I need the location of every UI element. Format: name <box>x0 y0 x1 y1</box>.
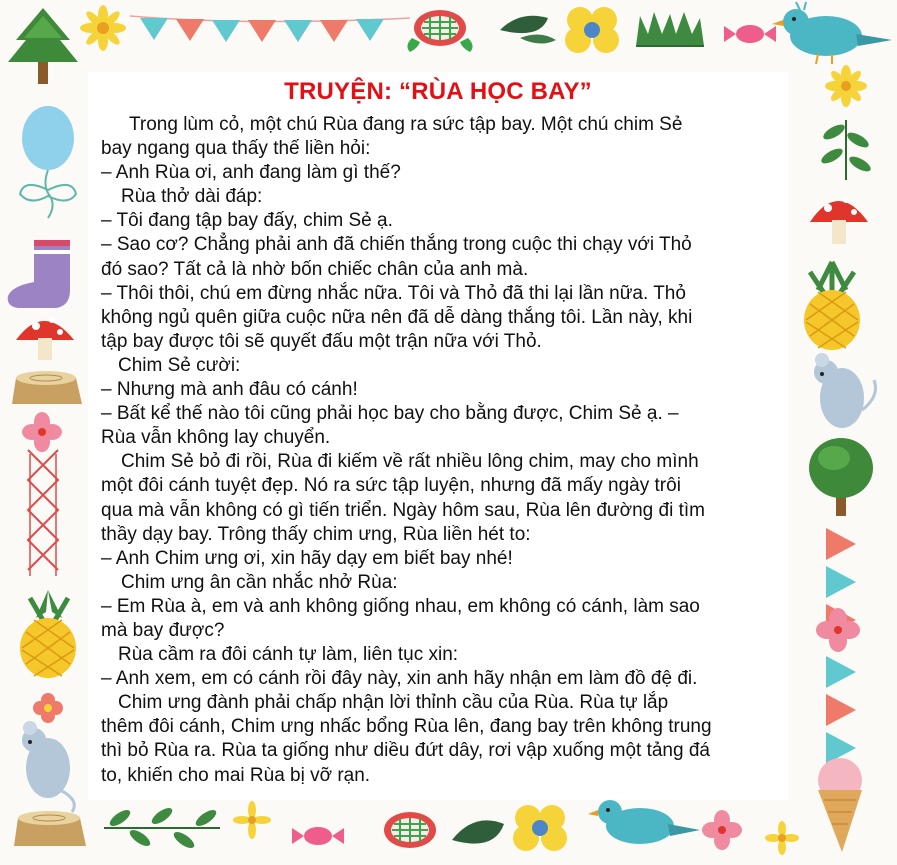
story-line: Chim Sẻ cười: <box>118 354 241 376</box>
pineapple-icon <box>804 262 860 350</box>
bunting-flags-icon <box>130 16 410 42</box>
story-line: – Em Rùa à, em và anh không giống nhau, em không có cánh, làm sao <box>101 595 700 617</box>
leaf-branch-icon <box>500 16 556 44</box>
ice-cream-icon <box>818 758 862 852</box>
story-line: – Thôi thôi, chú em đừng nhắc nữa. Tôi và Thỏ đã thi lại lần nữa. Thỏ <box>101 282 686 304</box>
leaf-branch-icon <box>819 120 873 180</box>
story-line: bay ngang qua thấy thế liền hỏi: <box>101 138 371 160</box>
lattice-icon <box>28 450 58 576</box>
story-line: – Tôi đang tập bay đấy, chim Sẻ ạ. <box>101 210 393 232</box>
pineapple-icon <box>20 590 76 678</box>
sock-icon <box>8 240 70 308</box>
story-line: qua mà vẫn không có gì tiến triển. Ngày hôm sau, Rùa lên đường đi tìm <box>101 499 705 521</box>
story-line: – Bất kể thế nào tôi cũng phải học bay cho bằng được, Chim Sẻ ạ. – <box>101 403 679 425</box>
story-line: thầy dạy bay. Trông thấy chim ưng, Rùa liền hét to: <box>101 523 531 545</box>
story-line: – Anh Chim ưng ơi, xin hãy dạy em biết bay nhé! <box>101 547 513 569</box>
flower-icon <box>80 5 126 51</box>
story-line: – Anh xem, em có cánh rồi đây này, xin anh hãy nhận em làm đồ đệ đi. <box>101 668 698 690</box>
story-line: không ngủ quên giữa cuộc nữa nên đã dễ dàng thắng tôi. Lần này, khi <box>101 306 693 328</box>
story-title: TRUYỆN: “RÙA HỌC BAY” <box>284 78 592 105</box>
story-line: Trong lùm cỏ, một chú Rùa đang ra sức tập bay. Một chú chim Sẻ <box>129 114 683 135</box>
story-line: – Nhưng mà anh đâu có cánh! <box>101 379 358 401</box>
story-body <box>101 113 791 788</box>
cactus-icon <box>636 12 704 46</box>
balloon-icon <box>20 106 76 218</box>
leaf-branch-icon <box>104 805 220 851</box>
flower-icon <box>702 810 742 850</box>
story-line: Rùa cầm ra đôi cánh tự làm, liên tục xin: <box>118 644 459 666</box>
story-line: mà bay được? <box>101 619 225 641</box>
story-line: thêm đôi cánh, Chim ưng nhấc bổng Rùa lên, đang bay trên không trung <box>101 716 712 738</box>
story-line: một đôi cánh tuyệt đẹp. Nó ra sức tập luyện, nhưng đã mấy ngày trôi <box>101 475 681 497</box>
story-line: – Anh Rùa ơi, anh đang làm gì thế? <box>101 162 401 184</box>
flower-icon <box>33 693 63 723</box>
story-line: đó sao? Tất cả là nhờ bốn chiếc chân của anh mà. <box>101 258 529 280</box>
flower-icon <box>233 801 271 839</box>
story-line: Chim Sẻ bỏ đi rồi, Rùa đi kiếm về rất nhiều lông chim, may cho mình <box>121 451 699 473</box>
mushroom-icon <box>16 317 74 360</box>
story-line: Chim ưng ân cần nhắc nhở Rùa: <box>121 571 398 593</box>
mouse-icon <box>22 721 74 812</box>
story-line: tập bay được tôi sẽ quyết đấu một trận nữa với Thỏ. <box>101 330 542 352</box>
flower-icon <box>22 412 62 452</box>
story-line: Chim ưng đành phải chấp nhận lời thỉnh cầu của Rùa. Rùa tự lắp <box>118 692 669 714</box>
bird-icon <box>588 800 700 844</box>
candy-icon <box>724 25 776 43</box>
story-line: Rùa vẫn không lay chuyển. <box>101 427 331 449</box>
story-line: – Sao cơ? Chẳng phải anh đã chiến thắng trong cuộc thi chạy với Thỏ <box>101 234 692 256</box>
story-line: thì bỏ Rùa ra. Rùa ta giống như diều đứt dây, rơi vập xuống một tảng đá <box>101 740 710 762</box>
flower-icon <box>816 608 860 652</box>
tree-stump-icon <box>14 811 86 846</box>
flower-icon <box>825 65 867 107</box>
leaf-branch-icon <box>452 820 504 843</box>
flower-icon <box>765 821 799 855</box>
mushroom-icon <box>810 197 868 244</box>
flower-icon <box>384 812 436 848</box>
story-line: to, khiến cho mai Rùa bị vỡ rạn. <box>101 764 371 786</box>
flower-icon <box>407 10 472 52</box>
flower-icon <box>565 7 619 53</box>
tree-icon <box>8 8 78 84</box>
tree-icon <box>809 438 873 516</box>
flower-icon <box>513 805 567 851</box>
story-line: Rùa thở dài đáp: <box>121 186 263 208</box>
bird-icon <box>772 2 892 64</box>
tree-stump-icon <box>12 371 82 404</box>
mouse-icon <box>814 353 876 428</box>
candy-icon <box>292 827 344 845</box>
